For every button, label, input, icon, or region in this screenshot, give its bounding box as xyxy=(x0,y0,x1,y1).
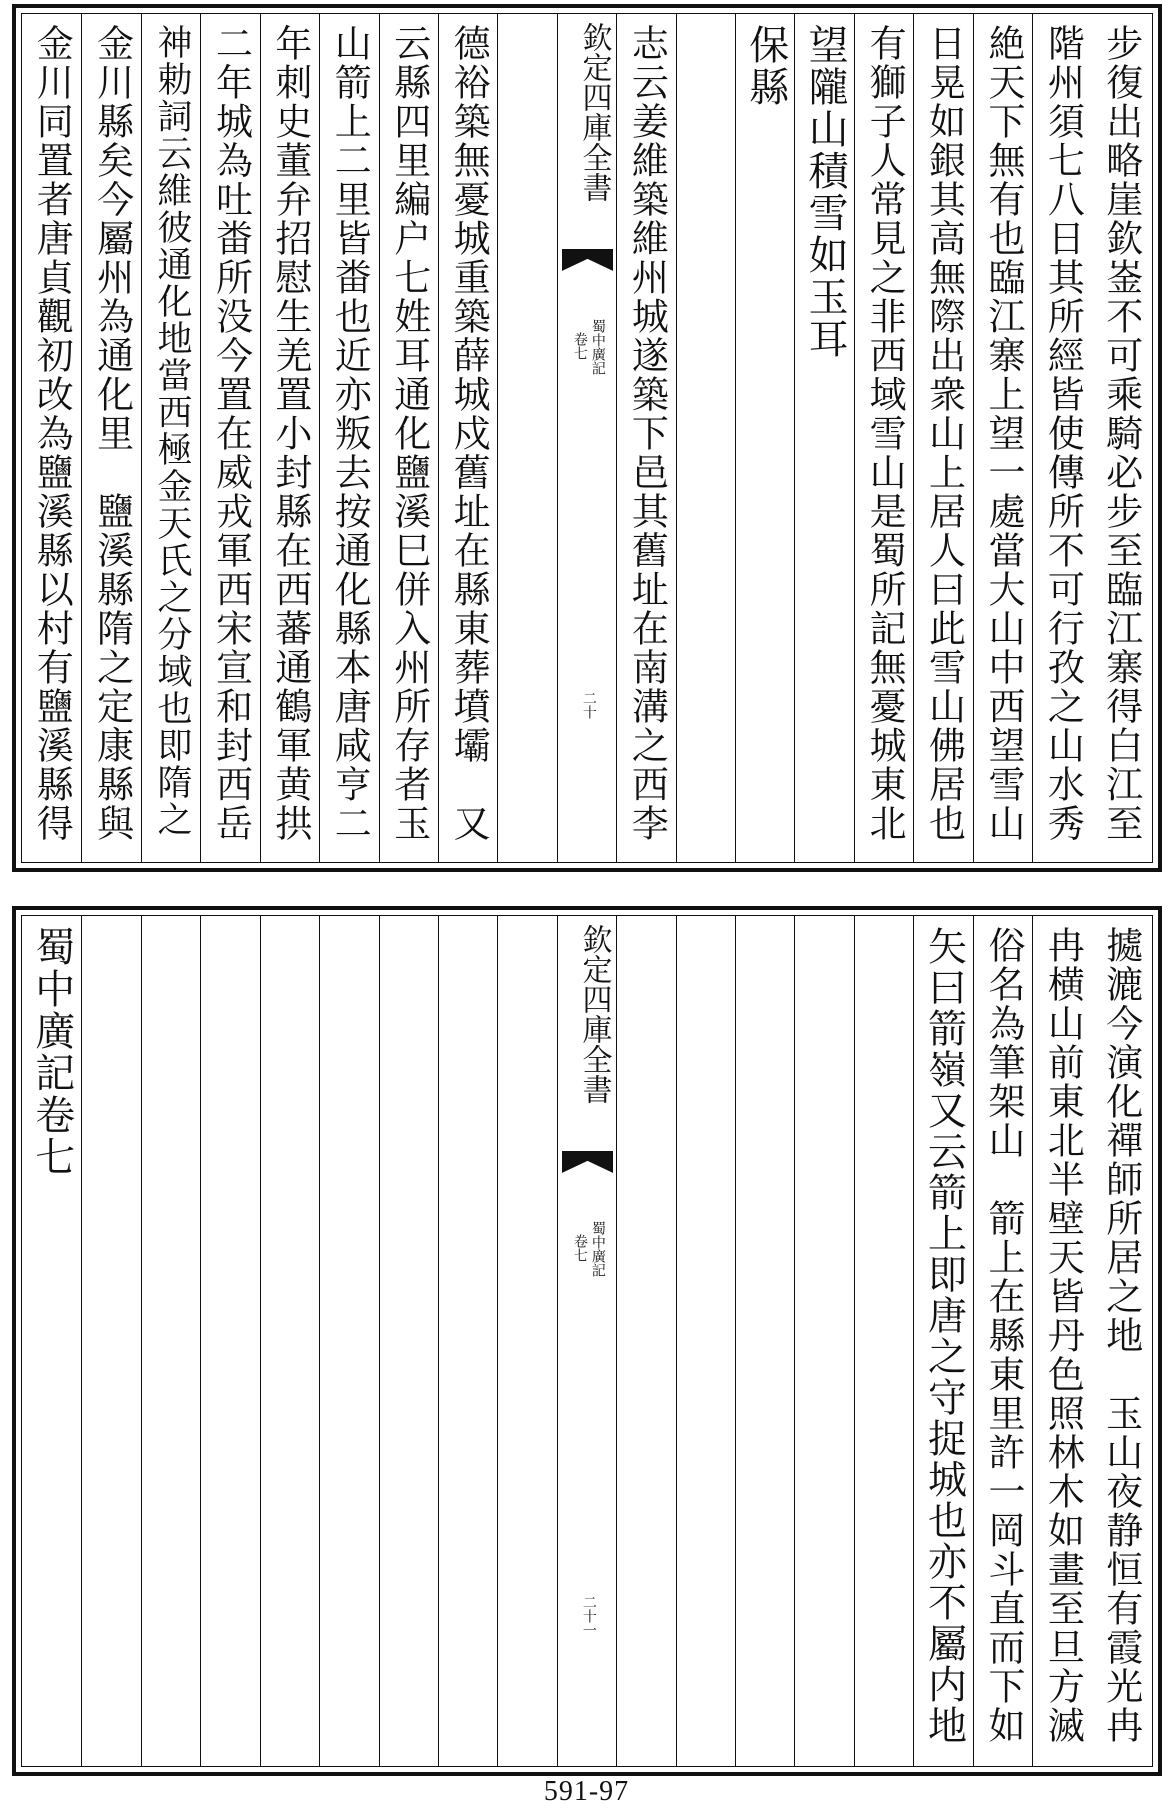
bottom-page-text-frame xyxy=(21,915,1153,1767)
column-text: 年刺史董弁招慰生羌置小封縣在西蕃通鶴軍黄拱 xyxy=(268,24,312,843)
column-text: 步復出略崖欽崟不可乘騎必步至臨江寨得白江至 xyxy=(1099,24,1143,843)
text-column xyxy=(200,14,259,862)
text-column xyxy=(854,916,913,1766)
text-column xyxy=(854,14,913,862)
column-text: 有獅子人常見之非西域雪山是蜀所記無憂城東北 xyxy=(863,24,907,843)
column-text: 日晃如銀其高無際出衆山上居人曰此雪山佛居也 xyxy=(922,24,966,843)
text-column xyxy=(1032,14,1091,862)
column-text: 階州須七八日其所經皆使傳所不可行孜之山水秀 xyxy=(1041,24,1085,843)
text-column xyxy=(319,916,378,1766)
gutter-leaf-number: 二十 xyxy=(580,691,597,719)
text-column xyxy=(497,14,556,862)
top-page xyxy=(12,4,1162,872)
text-column xyxy=(735,916,794,1766)
text-column xyxy=(616,14,675,862)
gutter-leaf-number: 二十一 xyxy=(580,1595,597,1637)
text-column xyxy=(735,14,794,862)
gutter-column xyxy=(557,916,616,1766)
text-column xyxy=(379,14,438,862)
column-text: 保縣 xyxy=(742,24,789,108)
column-text: 㨿漉今演化禪師所居之地 玉山夜静恒有霞光冉 xyxy=(1099,926,1143,1745)
column-text: 矢曰箭嶺又云箭上即唐之守捉城也亦不屬内地 xyxy=(921,926,967,1746)
column-text: 金川縣矣今屬州為通化里 鹽溪縣隋之定康縣與 xyxy=(90,24,134,843)
text-column xyxy=(913,916,972,1766)
column-text: 山箭上二里皆畨也近亦叛去按通化縣本唐咸亨二 xyxy=(328,24,372,843)
column-text: 絶天下無有也臨江寨上望一處當大山中西望雪山 xyxy=(981,24,1025,843)
column-text: 志云姜維築維州城遂築下邑其舊址在南溝之西李 xyxy=(625,24,669,843)
text-column xyxy=(81,916,140,1766)
bottom-page xyxy=(12,906,1162,1776)
text-column xyxy=(22,916,81,1766)
column-text: 神勅詞云維彼通化地當西極金天氏之分域也即隋之 xyxy=(152,24,193,838)
text-column xyxy=(319,14,378,862)
column-text: 望隴山積雪如玉耳 xyxy=(802,24,849,360)
gutter-title: 欽定四庫全書 xyxy=(576,22,612,202)
text-column xyxy=(1092,916,1151,1766)
gutter-column xyxy=(557,14,616,862)
gutter-title: 欽定四庫全書 xyxy=(576,924,612,1104)
text-column xyxy=(913,14,972,862)
text-column xyxy=(676,916,735,1766)
gutter-volume: 卷七 xyxy=(571,1234,588,1262)
text-column xyxy=(141,916,200,1766)
text-column xyxy=(22,14,81,862)
gutter-book-title: 蜀中廣記 xyxy=(589,319,606,375)
text-column xyxy=(973,14,1032,862)
text-column xyxy=(200,916,259,1766)
bottom-page-columns xyxy=(22,916,1152,1766)
text-column xyxy=(1032,916,1091,1766)
gutter-volume: 卷七 xyxy=(571,332,588,360)
text-column xyxy=(438,14,497,862)
column-text: 蜀中廣記卷七 xyxy=(28,926,75,1178)
column-text: 德裕築無憂城重築薛城戍舊址在縣東葬墳壩 又 xyxy=(447,24,491,843)
column-text: 金川同置者唐貞觀初改為鹽溪縣以村有鹽溪縣得 xyxy=(30,24,74,843)
fishtail-mark xyxy=(562,249,613,271)
text-column xyxy=(973,916,1032,1766)
text-column xyxy=(260,14,319,862)
text-column xyxy=(1092,14,1151,862)
column-text: 二年城為吐畨所没今置在威戎軍西宋宣和封西岳 xyxy=(209,24,253,843)
text-column xyxy=(497,916,556,1766)
top-page-text-frame xyxy=(21,13,1153,863)
text-column xyxy=(676,14,735,862)
column-text: 俗名為筆架山 箭上在縣東里許一岡斗直而下如 xyxy=(981,926,1025,1745)
page-number: 591-97 xyxy=(543,1776,630,1807)
text-column xyxy=(616,916,675,1766)
column-text: 云縣四里編户七姓耳通化鹽溪巳併入州所存者玉 xyxy=(387,24,431,843)
column-text: 冉横山前東北半壁天皆丹色照林木如畫至旦方滅 xyxy=(1041,926,1085,1745)
text-column xyxy=(438,916,497,1766)
text-column xyxy=(379,916,438,1766)
text-column xyxy=(794,916,853,1766)
text-column xyxy=(81,14,140,862)
text-column xyxy=(141,14,200,862)
gutter-book-title: 蜀中廣記 xyxy=(589,1221,606,1277)
top-page-columns xyxy=(22,14,1152,862)
text-column xyxy=(794,14,853,862)
text-column xyxy=(260,916,319,1766)
fishtail-mark xyxy=(562,1151,613,1173)
